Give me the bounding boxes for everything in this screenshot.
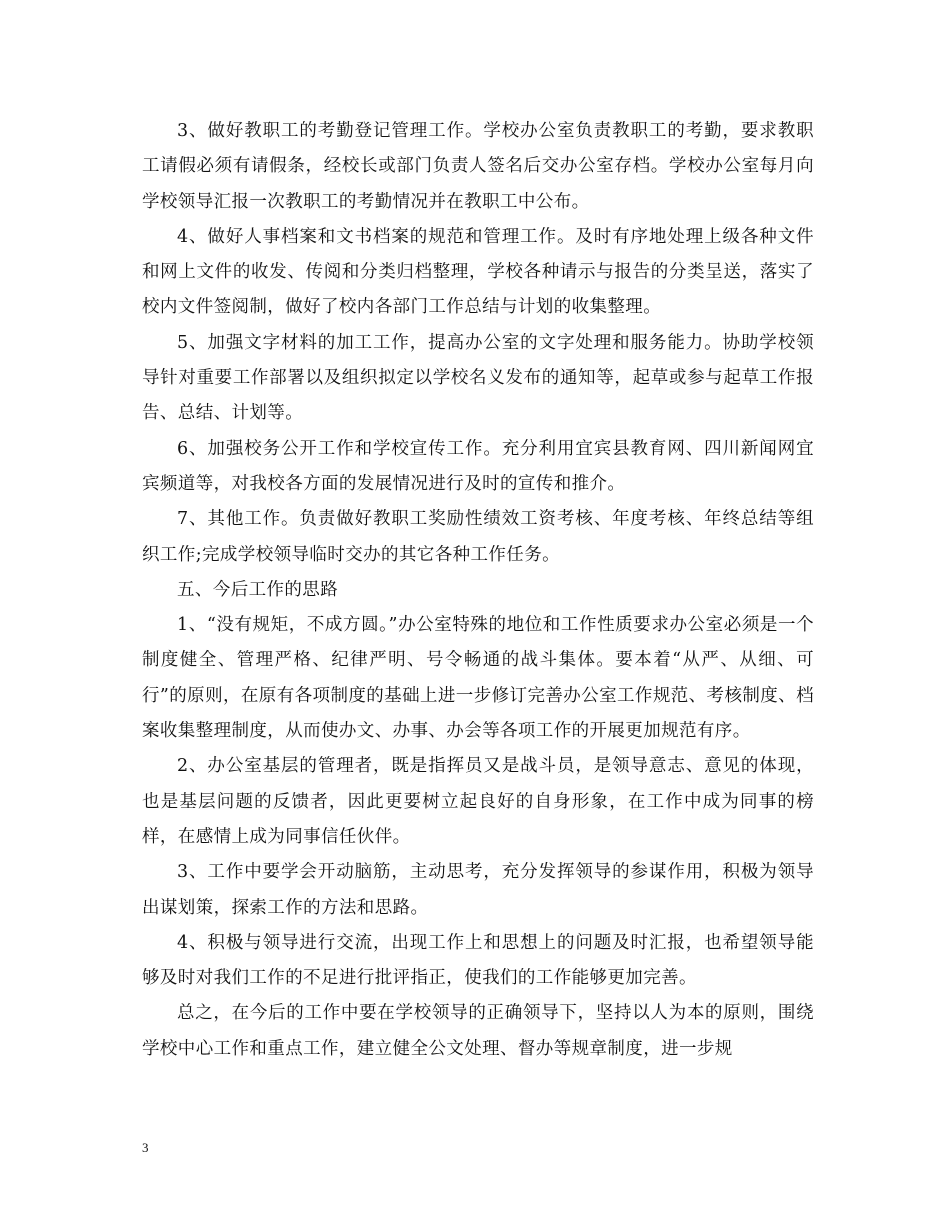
paragraph-publicity: 6、加强校务公开工作和学校宣传工作。充分利用宜宾县教育网、四川新闻网宜宾频道等，对我校各方面的发展情况进行及时的宣传和推介。 (142, 438, 814, 494)
paragraph-writing: 5、加强文字材料的加工工作，提高办公室的文字处理和服务能力。协助学校领导针对重要工作部署以及组织拟定以学校名义发布的通知等，起草或参与起草工作报告、总结、计划等。 (142, 332, 814, 424)
document-body (142, 114, 814, 1067)
page-number: 3 (142, 1140, 149, 1155)
paragraph-other-work: 7、其他工作。负责做好教职工奖励性绩效工资考核、年度考核、年终总结等组织工作;完成学校领导临时交办的其它各种工作任务。 (142, 509, 814, 565)
paragraph-rules: 1、“没有规矩，不成方圆。”办公室特殊的地位和工作性质要求办公室必须是一个制度健全、管理严格、纪律严明、号令畅通的战斗集体。要本着“从严、从细、可行”的原则，在原有各项制度的基础上进一步修订完善办公室工作规范、考核制度、档案收集整理制度，从而使办文、办事、办会等各项工作的开展更加规范有序。 (142, 615, 814, 742)
paragraph-thinking: 3、工作中要学会开动脑筋，主动思考，充分发挥领导的参谋作用，积极为领导出谋划策，探索工作的方法和思路。 (142, 862, 814, 918)
paragraph-communication: 4、积极与领导进行交流，出现工作上和思想上的问题及时汇报，也希望领导能够及时对我们工作的不足进行批评指正，使我们的工作能够更加完善。 (142, 932, 814, 989)
paragraph-conclusion: 总之，在今后的工作中要在学校领导的正确领导下，坚持以人为本的原则，围绕学校中心工作和重点工作，建立健全公文处理、督办等规章制度，进一步规 (142, 1003, 814, 1059)
section-heading: 五、今后工作的思路 (177, 579, 339, 600)
paragraph-archives: 4、做好人事档案和文书档案的规范和管理工作。及时有序地处理上级各种文件和网上文件的收发、传阅和分类归档整理，学校各种请示与报告的分类呈送，落实了校内文件签阅制，做好了校内各部门工作总结与计划的收集整理。 (142, 226, 814, 318)
paragraph-attendance: 3、做好教职工的考勤登记管理工作。学校办公室负责教职工的考勤，要求教职工请假必须有请假条，经校长或部门负责人签名后交办公室存档。学校办公室每月向学校领导汇报一次教职工的考勤情况并在教职工中公布。 (142, 121, 814, 212)
paragraph-manager: 2、办公室基层的管理者，既是指挥员又是战斗员，是领导意志、意见的体现，也是基层问题的反馈者，因此更要树立起良好的自身形象，在工作中成为同事的榜样，在感情上成为同事信任伙伴。 (142, 756, 814, 847)
